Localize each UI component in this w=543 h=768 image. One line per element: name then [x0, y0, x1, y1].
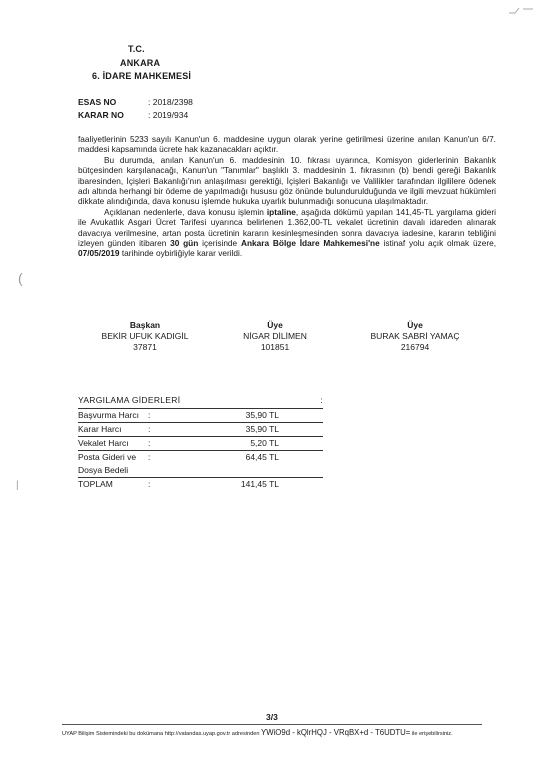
karar-value: : 2019/934	[148, 110, 189, 120]
paragraph-1: faaliyetlerinin 5233 sayılı Kanun'un 6. maddesine uygun olarak yerine getirilmesi üzerine anılan Kanun'un 6/7. maddesi kapsamında ücrete hak kazanacakları açıktır.	[78, 134, 496, 155]
court-country: T.C.	[128, 44, 145, 54]
paragraph-3: Açıklanan nedenlerle, dava konusu işlemin iptaline, aşağıda dökümü yapılan 141,45-TL yargılama gideri ile Avukatlık Asgari Ücret Tarifesi uyarınca belirlenen 1.362,00-TL vekalet ücretinin davalı idareden alınarak davacıya verilmesine, artan posta ücretinin kararın kesinleşmesinden sonra davacıya iadesine, kararın tebliğini izleyen günden itibaren 30 gün içerisinde Ankara Bölge İdare Mahkemesi'ne istinaf yolu açık olmak üzere, 07/05/2019 tarihinde oybirliğiyle karar verildi.	[78, 206, 496, 259]
cost-row: Vekalet Harcı : 5,20 TL	[78, 436, 323, 450]
cost-row: Karar Harcı : 35,90 TL	[78, 422, 323, 436]
signature-role: Başkan	[129, 320, 161, 330]
page-number: 3/3	[266, 712, 278, 722]
footer-note: UYAP Bilişim Sistemindeki bu dokümana http://vatandas.uyap.gov.tr adresinden YWiO9d - kQlrHQJ - VRqBX+d - T6UDTU= ile erişebilirsiniz.	[62, 728, 453, 737]
signature-member-1	[210, 320, 340, 353]
signature-name: BURAK SABRİ YAMAÇ	[370, 331, 460, 341]
costs-table	[78, 394, 323, 491]
court-name: 6. İDARE MAHKEMESİ	[92, 71, 192, 81]
signature-id: 216794	[400, 342, 430, 352]
signature-name: BEKİR UFUK KADIGİL	[101, 331, 189, 341]
esas-row	[78, 97, 193, 107]
verification-code: YWiO9d - kQlrHQJ - VRqBX+d - T6UDTU=	[261, 728, 411, 737]
corner-mark	[509, 4, 535, 14]
signature-role: Üye	[407, 320, 423, 330]
cost-total-row: TOPLAM : 141,45 TL	[78, 477, 323, 491]
decision-body	[78, 134, 496, 259]
karar-row	[78, 110, 188, 120]
signature-member-2	[350, 320, 480, 353]
signature-role: Üye	[267, 320, 283, 330]
signature-id: 101851	[260, 342, 290, 352]
cost-row: Başvurma Harcı : 35,90 TL	[78, 410, 279, 420]
signature-name: NİGAR DİLİMEN	[243, 331, 307, 341]
court-city: ANKARA	[120, 58, 161, 68]
karar-label: KARAR NO	[78, 110, 124, 120]
esas-label: ESAS NO	[78, 97, 117, 107]
esas-value: : 2018/2398	[148, 97, 193, 107]
cost-row: Posta Gideri ve : 64,45 TL	[78, 450, 323, 464]
paragraph-2: Bu durumda, anılan Kanun'un 6. maddesinin 10. fıkrası uyarınca, Komisyon giderlerinin Bakanlık bütçesinden karşılanacağı, Kanun'un "Tanımlar" başlıklı 3. maddesinin 1. fıkrasının (b) bendi gereği Bakanlık ibaresinden, İçişleri Bakanlığı'nın anlaşılması gerektiği, İçişleri Bakanlığı ve Valilikler tarafından ilgililere ödenek adı altında herhangi bir ödeme de yapılmadığı hususu göz önünde bulundurulduğunda ve ilgili mevzuat hükümleri dikkate alındığında, dava konusu işlemde hukuka uyarlık bulunmadığı sonucuna ulaşılmaktadır.	[78, 154, 496, 207]
signature-id: 37871	[133, 342, 157, 352]
margin-mark: (	[18, 270, 23, 286]
signature-president	[80, 320, 210, 353]
footer-divider	[62, 724, 482, 725]
cost-extra-label: Dosya Bedeli	[78, 465, 129, 475]
costs-title: YARGILAMA GİDERLERİ :	[78, 394, 323, 409]
margin-tick: |	[16, 480, 19, 491]
